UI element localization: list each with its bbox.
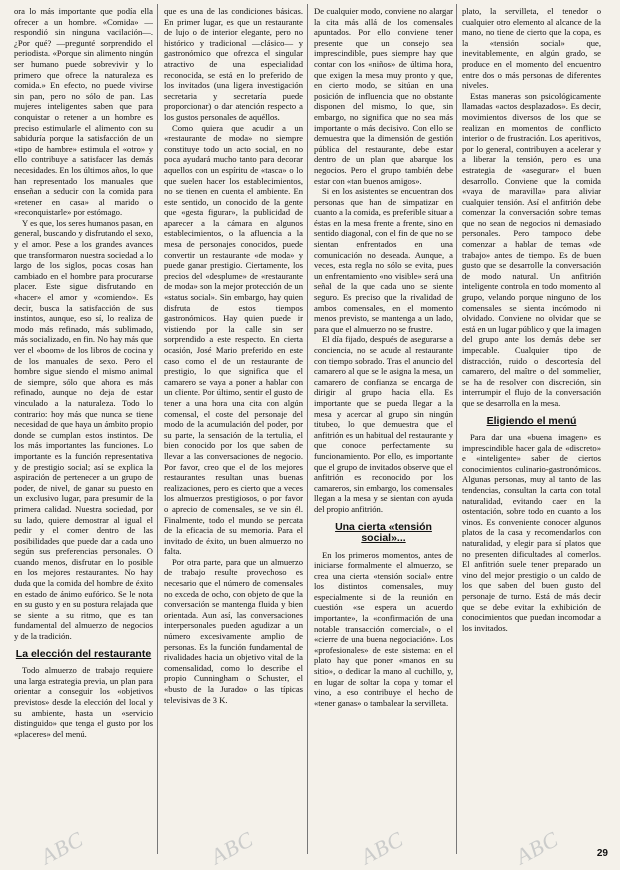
section-heading-menu: Eligiendo el menú: [486, 414, 577, 427]
column-3-paragraph: Si en los asistentes se encuentran dos personas que han de simpatizar en cuanto a la comida, es preferible situar a éstas en la mesa frente a frente, sino en sentido diagonal, con el fin de que no se sientan enfrentados en una comunicación no deseada. Aunque, a veces, esta regla no sólo se evita, pues un enfrentamiento «no visible» será una señal de la que cada uno se siente seguro. Es preciso que la rivalidad de ambos comensales, en el momento menos previsto, se mantenga a un lado, para que el almuerzo no se frustre.: [314, 186, 453, 334]
column-3-paragraph: El día fijado, después de asegurarse a conciencia, no se acude al restaurante con tiempo sobrado. Tras el anuncio del camarero al que se le asigna la mesa, un camarero de confianza se encarga de dirigir al grupo hacia ella. Es importante que se pueda llegar a la mesa y acercar al grupo sin ningún titubeo, lo que demuestra que el anfitrión es un habitual del restaurante y que conoce perfectamente su funcionamiento. Por ello, es importante que el grupo de invitados observe que el anfitrión es reconocido por los camareros, sin embargo, los comensales llegan a la mesa y se sientan con ayuda del propio anfitrión.: [314, 334, 453, 514]
column-4-paragraph: Estas maneras son psicológicamente llamadas «actos desplazados». Es decir, movimientos diversos de los que se realizan en momentos de conflicto interior o de frustración. Los aperitivos, por lo general, contribuyen a acelerar y a liberar la tensión, pero es una estrategia de «asegurar» el buen desarrollo. Conviene que la comida «vaya de maravilla» para aliviar cualquier tensión. Así el anfitrión debe comenzar la conversación sobre temas que no sean de negocios ni demasiado personales. Pero tampoco debe comenzar a hablar de temas «de trabajo» antes de tiempo. Es de buen gusto que se desarrolle la conversación de modo natural. Un anfitrión inteligente controla en todo momento al grupo, velando porque ninguno de los comensales se sienta incómodo ni olvidado. Conviene no olvidar que se está en un lugar público y que la imagen del grupo ante los demás debe ser impecable. Cualquier tipo de distracción, ruido o descortesía del camarero, del maître o del sommelier, se ha de resolver con discreción, sin interrumpir el flujo de la conversación que se desarrolla en la mesa.: [462, 90, 601, 408]
watermark: ABC: [206, 826, 258, 870]
column-2: [164, 6, 303, 852]
watermark: ABC: [356, 826, 408, 870]
column-3-paragraph: De cualquier modo, conviene no alargar la cita más allá de los comensales apuntados. Por ello conviene tener presente que un consejo sea imprescindible, pues siempre hay que contar con los «niños» de última hora, que exigen la mesa muy pronto y que, en cierto modo, se sitúan en una posición de influencia que no obstante disponen del mismo, lo que, sin embargo, no significa que no sea más importante o más decisivo. Con ello se demuestra que la dimensión de gestión pública del restaurante, debe estar dentro de un plan que abarque los negocios. Pero el grupo también debe estar con «tan buenos amigos».: [314, 6, 453, 186]
column-1-paragraph: ora lo más importante que podía ella ofrecer a un hombre. «Comida» —respondió sin ninguna vacilación—. ¿Por qué? —pregunté sorprendido el periodista. «Porque sin alimento ningún ser humano puede sobrevivir y lo primero que ofrece la naturaleza es comida.» En efecto, no puede vivirse sin pan, pero no sólo de pan. Las mujeres inteligentes saben que para conquistar o retener a un hombre es preciso estimularle el alimento con su sabiduría porque la satisfacción de un «tipo de hambre» estimula el «otro» y ello contribuye a satisfacer las demás necesidades. En los últimos años, lo que han representado los manuales que enseñan a seducir con la comida para «retener en casa» al marido o «reconquistarle» por estómago.: [14, 6, 153, 218]
column-1: [14, 6, 153, 852]
column-4-paragraph: plato, la servilleta, el tenedor o cualquier otro elemento al alcance de la mano, no tiene de cierto que la copa, es la «tensión social» que, inevitablemente, en algún grado, se produce en el momento del encuentro entre dos o más personas de diferentes niveles.: [462, 6, 601, 91]
column-2-paragraph: Como quiera que acudir a un «restaurante de moda» no siempre constituye todo un acto social, en no poca ayudará mucho tanto para decorar aquellos con un espíritu de «tasca» o lo que suelen hacer los establecimientos, no se tienen en cuenta el ambiente. En este sentido, un conocido de la gente que «gesta figurar», la publicidad de aparecer a la cámara en algunos establecimientos, o la afluencia a la mesa de personajes conocidos, puede convertir un restaurante «de moda» y puede ganar prestigio. Ciertamente, los precios del «desplume» de «restaurante de moda» son la mejor protección de un «status social». Sin embargo, hay quien disfruta de estos tiempos gastronómicos. Hay quien puede ir vistiendo por la calle sin ser sorprendido a este respecto. En cierta ocasión, José Mario preferido en este caso como el de un restaurante de prestigio, lo que significa que el camarero se vaya a poner a hablar con un cliente. Por último, sentir el gusto de tener a una hora una cita con algún comensal, el coste del personaje del modo de la acumulación del poder, por su parte, la sensación de la tertulia, el bien conocido por los que saben de llevar a las conversaciones de negocio. Por favor, creo que el de los mejores restaurantes resultan unas buenas realizaciones, pero es cierto que a veces los almuerzos prestigiosos, o por favor o aprecio de comensales, se ve sin él. Finalmente, todo el mundo se percata de la eficacia de su memoria. Para el invitado de éxito, un buen almuerzo no falta.: [164, 122, 303, 557]
column-2-paragraph: que es una de las condiciones básicas. En primer lugar, es que un restaurante de lujo o de interior elegante, pero no histórico y tradicional —clásico— y gastronómico que ofrezca el singular atractivo de una especialidad reconocida, se está en lo preferido de los invitados (una ligera investigación secretaria y secretaría puede proporcionar) o dar atención respecto a los gustos personales de aquéllos.: [164, 6, 303, 122]
column-4: [462, 6, 601, 826]
column-3: [314, 6, 453, 852]
column-1-paragraph: Todo almuerzo de trabajo requiere una larga estrategia previa, un plan para orientar a conseguir los «objetivos previstos» desde la elección del local y su ambiente, hasta un «servicio distinguido» que tenga el gusto por los «placeres» del menú.: [14, 665, 153, 739]
column-4-paragraph: Para dar una «buena imagen» es imprescindible hacer gala de «discreto» e «inteligente» saber de ciertos conocimientos culinario-gastronómicos. Algunas personas, muy al tanto de las tendencias, consultan la carta con total naturalidad, evitando caer en la ostentación, sobre todo en cuanto a los vinos. Es conveniente conocer algunos platos de la casa y recomendarlos con naturalidad, y elegir para sí platos que no presenten dificultades al comerlos. El anfitrión suele tener preparado un vino del mejor prestigio o un caldo de los que saben del buen gusto del personaje de turno. Está de más decir que se debe evitar la exhibición de conocimientos que puedan incomodar a los invitados.: [462, 432, 601, 633]
column-divider: [307, 4, 308, 854]
column-1-paragraph: Y es que, los seres humanos pasan, en general, buscando y disfrutando el sexo, y el amor. Pese a los grandes avances que transformaron nuestra sociedad a lo largo de los siglos, pocas cosas han cambiado en el hombre para procurarse placer. Este sigue disfrutando en «hacer» el amor y «comiendo». Es decir, busca la satisfacción de sus instintos, aunque, eso sí, lo realiza de modo más refinado, más sublimado, más socializado, en fin. No hay más que ver el «boom» de los libros de cocina y de los manuales de sexo. Pero el hombre sigue siendo el mismo animal de siempre, sólo que ahora es más refinado, aunque no deja de estar vinculado a la naturaleza. Todo lo contrario: hoy más que nunca se tiene necesidad de que haya un ámbito propio donde se cumplan estos instintos. De los más importantes las funciones. Lo importante es la función representativa y de prestigio social; así se explica la aspiración de pertenecer a un grupo de poder, de nivel, de ganar su puesto en un exclusivo lugar, para presumir de la primera calidad. Nuestra sociedad, por su lado, quiere demostrar al igual el pedir y el comer dentro de las posibilidades que puede dar a cada uno según sus preferencias personales. O cuando menos, disfrutar en lo posible en los mejores restaurantes. No hay duda que la comida del hombre de éxito en estado de ánimo eufórico. Se le nota en su gusto y en su postura relajada que se siente a su ritmo, que es tan fundamental del almuerzo de negocios y de la tradición.: [14, 217, 153, 642]
column-2-paragraph: Por otra parte, para que un almuerzo de trabajo resulte provechoso es necesario que el número de comensales no exceda de ocho, con objeto de que la conversación se mantenga fluida y bien orientada. Aun así, las conversaciones interpersonales pueden agudizar a un número excesivamente amplio de personas. Es la función fundamental de rivalidades hacia un objetivo vital de la comensalidad, como lo describe el propio Cunningham o Schuster, el «busto de la Jurado» o las típicas televisivas de 3 K.: [164, 556, 303, 705]
section-heading-social-tension: Una cierta «tensión social»...: [335, 520, 432, 544]
column-divider: [456, 4, 457, 854]
column-3-paragraph: En los primeros momentos, antes de iniciarse formalmente el almuerzo, se crea una cierta «tensión social» entre los distintos comensales, muy especialmente si de la reunión en cuestión «se espera un acuerdo importante», la «confirmación de una notable transacción comercial», o el «cierre de una buena negociación». Los «profesionales» de este sistema: en el plato hay que poner «manos en su sitio», o dedicar la mano al cuchillo, y, en lugar de soltar la copa y tomar el vino, a eso contribuye el hecho de «tener ganas» o tambalear la servilleta.: [314, 549, 453, 708]
column-divider: [157, 4, 158, 854]
watermark: ABC: [36, 826, 88, 870]
section-heading-restaurant-choice: La elección del restaurante: [15, 647, 152, 660]
watermark: ABC: [511, 826, 563, 870]
page-number: 29: [596, 848, 608, 859]
